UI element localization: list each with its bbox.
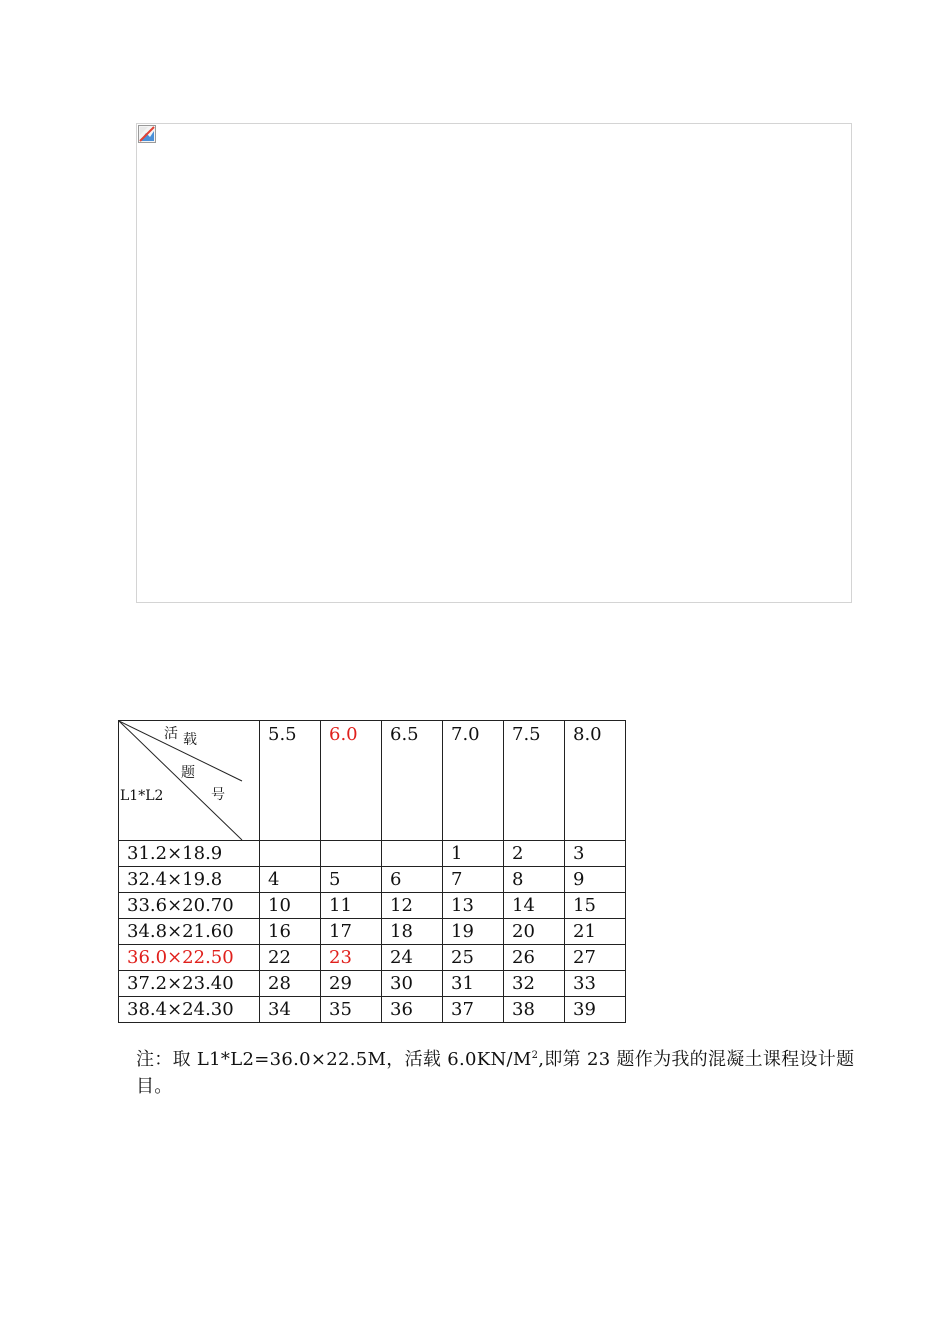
table-row — [119, 893, 626, 919]
problem-number-cell: 30 — [382, 971, 443, 997]
problem-number-cell: 5 — [321, 867, 382, 893]
row-dimension-label: 38.4×24.30 — [119, 997, 260, 1023]
problem-number-cell: 9 — [565, 867, 626, 893]
row-dimension-label: 36.0×22.50 — [119, 945, 260, 971]
problem-number-cell — [260, 841, 321, 867]
problem-number-cell: 28 — [260, 971, 321, 997]
table-row — [119, 997, 626, 1023]
problem-number-cell: 38 — [504, 997, 565, 1023]
problem-number-cell: 36 — [382, 997, 443, 1023]
problem-number-cell: 31 — [443, 971, 504, 997]
problem-number-cell: 13 — [443, 893, 504, 919]
diagonal-header-cell — [119, 721, 260, 841]
diag-label-dimensions: L1*L2 — [120, 788, 164, 804]
table-row — [119, 867, 626, 893]
broken-image-icon — [138, 125, 156, 143]
problem-number-cell: 19 — [443, 919, 504, 945]
table-row — [119, 945, 626, 971]
problem-number-cell: 11 — [321, 893, 382, 919]
problem-number-cell: 26 — [504, 945, 565, 971]
problem-number-cell: 22 — [260, 945, 321, 971]
note-superscript: 2 — [531, 1050, 539, 1061]
problem-number-cell: 16 — [260, 919, 321, 945]
diag-label-number: 号 — [211, 787, 225, 803]
column-header-load: 8.0 — [565, 721, 626, 841]
note-text-1: 注：取 L1*L2=36.0×22.5M，活载 6.0KN/M — [136, 1049, 532, 1070]
problem-number-cell: 37 — [443, 997, 504, 1023]
table-row — [119, 971, 626, 997]
problem-number-cell: 18 — [382, 919, 443, 945]
problem-number-cell: 17 — [321, 919, 382, 945]
problem-number-cell: 39 — [565, 997, 626, 1023]
problem-number-cell: 24 — [382, 945, 443, 971]
column-header-load: 7.5 — [504, 721, 565, 841]
problem-number-cell: 1 — [443, 841, 504, 867]
table-row — [119, 841, 626, 867]
row-dimension-label: 37.2×23.40 — [119, 971, 260, 997]
problem-number-cell: 20 — [504, 919, 565, 945]
problem-number-cell: 27 — [565, 945, 626, 971]
column-header-load: 6.0 — [321, 721, 382, 841]
problem-number-cell: 29 — [321, 971, 382, 997]
problem-number-cell: 2 — [504, 841, 565, 867]
column-header-load: 7.0 — [443, 721, 504, 841]
problem-number-cell: 7 — [443, 867, 504, 893]
problem-number-cell — [382, 841, 443, 867]
problem-number-cell: 21 — [565, 919, 626, 945]
assignment-table — [118, 720, 626, 1023]
problem-number-cell: 25 — [443, 945, 504, 971]
problem-number-cell — [321, 841, 382, 867]
problem-number-cell: 3 — [565, 841, 626, 867]
problem-number-cell: 15 — [565, 893, 626, 919]
column-header-load: 6.5 — [382, 721, 443, 841]
note-paragraph — [136, 1046, 866, 1100]
problem-number-cell: 14 — [504, 893, 565, 919]
table-header-row — [119, 721, 626, 841]
row-dimension-label: 31.2×18.9 — [119, 841, 260, 867]
problem-number-cell: 32 — [504, 971, 565, 997]
problem-number-cell: 10 — [260, 893, 321, 919]
row-dimension-label: 33.6×20.70 — [119, 893, 260, 919]
row-dimension-label: 34.8×21.60 — [119, 919, 260, 945]
problem-number-cell: 6 — [382, 867, 443, 893]
problem-number-cell: 4 — [260, 867, 321, 893]
image-placeholder — [136, 123, 852, 603]
problem-number-cell: 34 — [260, 997, 321, 1023]
diag-label-problem: 题 — [181, 765, 195, 781]
row-dimension-label: 32.4×19.8 — [119, 867, 260, 893]
problem-number-cell: 35 — [321, 997, 382, 1023]
problem-number-cell: 8 — [504, 867, 565, 893]
problem-number-cell: 12 — [382, 893, 443, 919]
problem-number-cell: 33 — [565, 971, 626, 997]
table-row — [119, 919, 626, 945]
problem-number-cell: 23 — [321, 945, 382, 971]
diag-label-live: 活 — [164, 726, 178, 742]
column-header-load: 5.5 — [260, 721, 321, 841]
diag-label-load: 载 — [183, 732, 197, 748]
note-text-2: ,即第 23 题作为我的混凝土课程设计题目。 — [136, 1049, 855, 1097]
